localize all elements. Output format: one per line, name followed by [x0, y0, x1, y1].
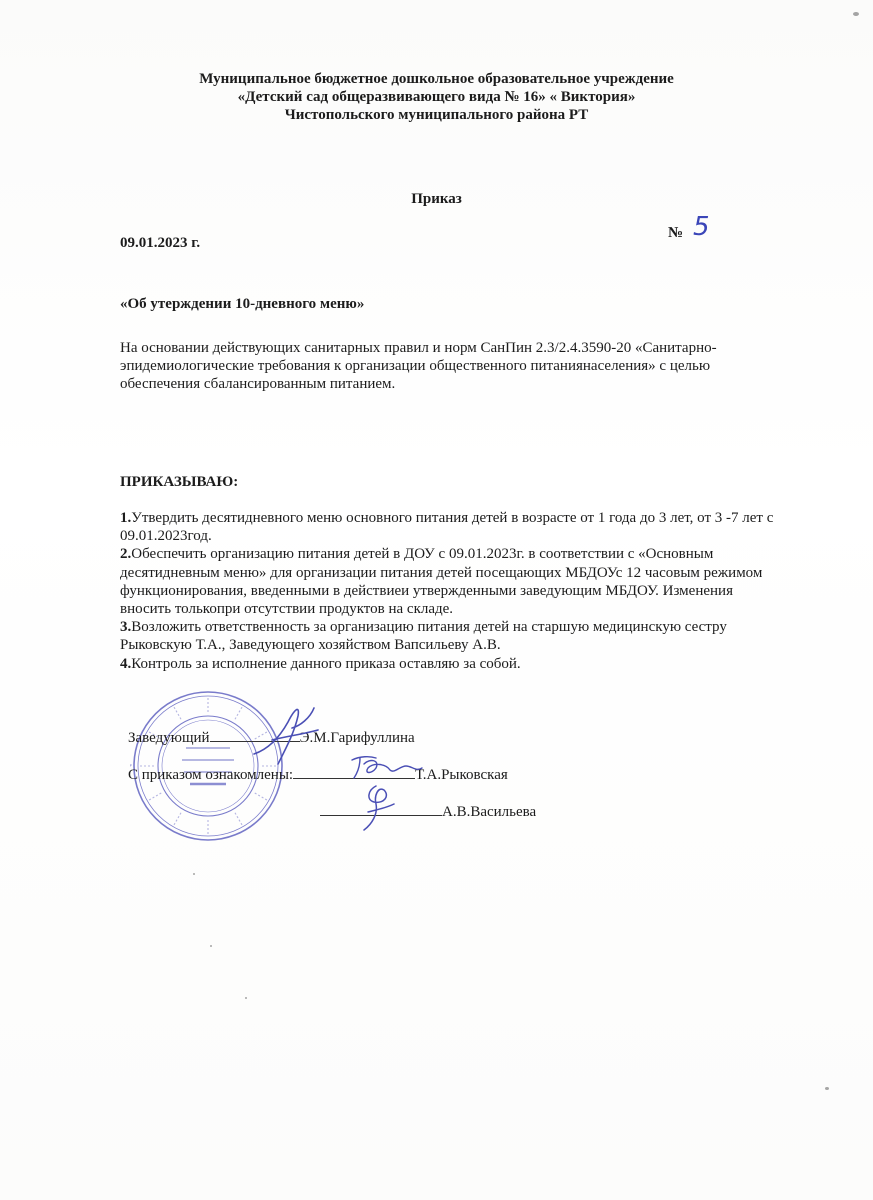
order-item-text: Обеспечить организацию питания детей в ДОУ с 09.01.2023г. в соответствии с «Основным десятидневным меню» для организации питания детей посещающих МБДОУс 12 часовым режимом функционирования, введенными в действиеи утвержденными заведующим МБДОУ. Изменения вносить толькопри отсутствии продуктов на складе. [120, 546, 763, 618]
order-item [120, 545, 780, 618]
order-number-handwritten: 5 [693, 212, 710, 242]
person-1-name: Т.А.Рыковская [415, 767, 508, 783]
person-2-name: А.В.Васильева [442, 804, 537, 820]
person-1-handwritten-signature [346, 752, 428, 782]
order-item [120, 618, 780, 654]
order-heading: ПРИКАЗЫВАЮ: [120, 474, 239, 490]
person-2-handwritten-signature [354, 782, 404, 834]
order-item [120, 655, 780, 673]
head-name: Э.М.Гарифуллина [299, 730, 415, 746]
head-title: Заведующий [128, 730, 210, 746]
order-item-number: 1. [120, 510, 132, 526]
order-item-text: Возложить ответственность за организацию питания детей на старшую медицинскую сестру Рыковскую Т.А., Заведующего хозяйством Вапсильеву А.В. [120, 619, 727, 654]
order-item-text: Утвердить десятидневного меню основного питания детей в возрасте от 1 года до 3 лет, от 3 -7 лет с 09.01.2023год. [120, 510, 774, 545]
header-line-1: Муниципальное бюджетное дошкольное образовательное учреждение [199, 71, 674, 87]
order-subject: «Об утерждении 10-дневного меню» [120, 296, 365, 312]
second-person-signature-line [320, 801, 536, 821]
head-handwritten-signature [248, 700, 328, 770]
scan-speck [245, 997, 247, 999]
order-item-number: 3. [120, 619, 132, 636]
document-date: 09.01.2023 г. [120, 235, 201, 251]
order-items-list [120, 509, 780, 673]
scan-speck [193, 873, 195, 875]
order-item-number: 4. [120, 655, 132, 672]
order-item-number: 2. [120, 546, 132, 563]
order-basis-paragraph: На основании действующих санитарных правил и норм СанПин 2.3/2.4.3590-20 «Санитарно-эпидемиологические требования к организации общественного питаниянаселения» с целью обеспечения сбалансированным питанием. [120, 340, 717, 392]
order-item [120, 509, 780, 545]
familiarized-label: С приказом ознакомлены: [128, 767, 294, 783]
institution-header [0, 70, 873, 124]
header-line-2: «Детский сад общеразвивающего вида № 16» « Виктория» [237, 89, 636, 105]
order-item-text: Контроль за исполнение данного приказа оставляю за собой. [131, 655, 521, 672]
scan-speck [853, 12, 859, 16]
header-line-3: Чистопольского муниципального района РТ [284, 107, 589, 123]
document-title: Приказ [411, 191, 462, 207]
scan-speck [825, 1087, 829, 1090]
order-number-label: № [668, 225, 684, 241]
scan-speck [210, 945, 212, 947]
